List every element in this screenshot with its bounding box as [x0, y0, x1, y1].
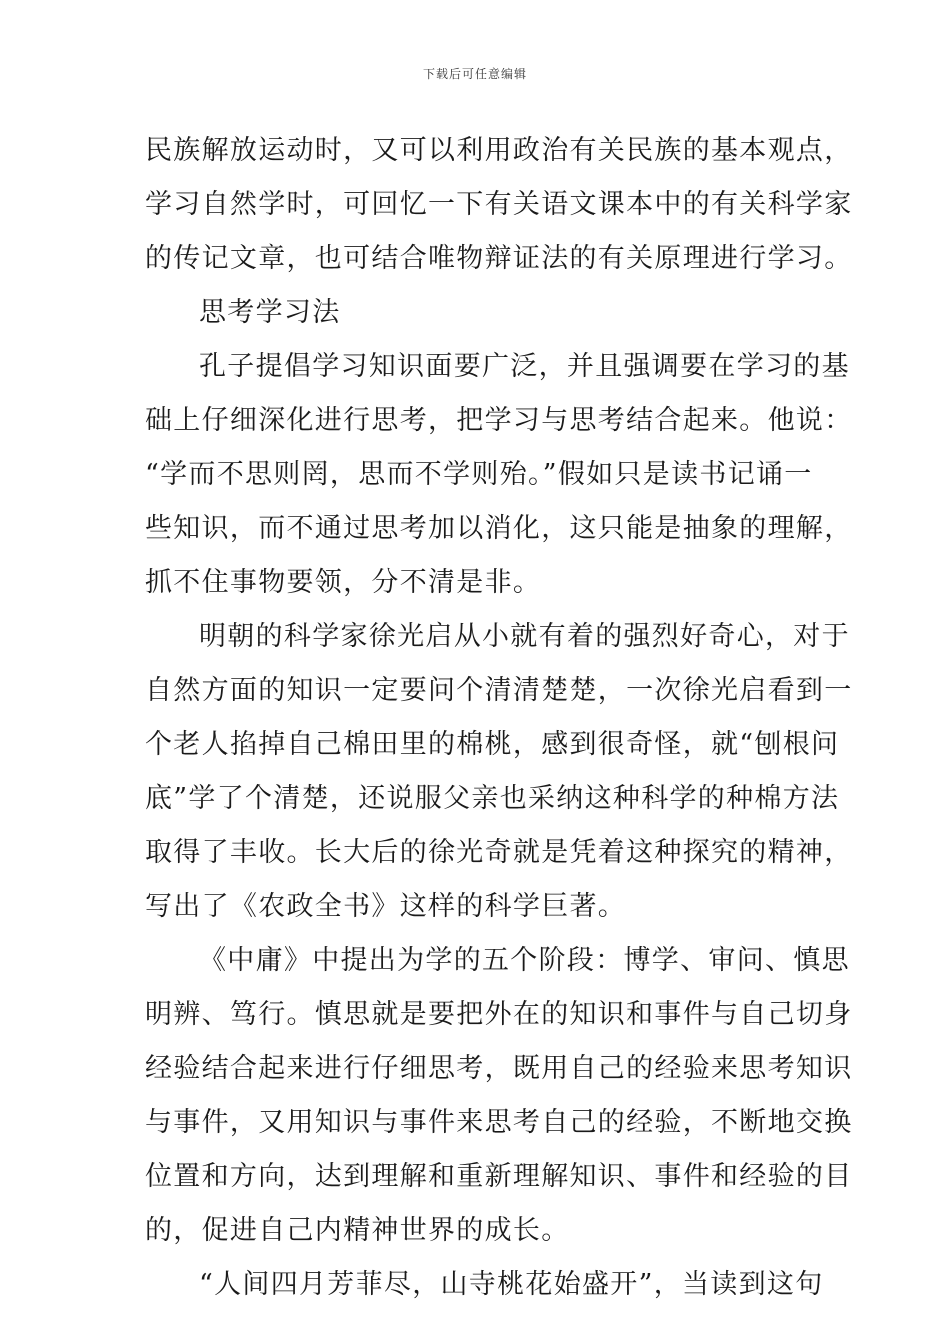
- text-line: 孔子提倡学习知识面要广泛，并且强调要在学习的基: [199, 351, 850, 382]
- text-line: 础上仔细深化进行思考，把学习与思考结合起来。他说：: [145, 405, 853, 436]
- text-line: 明朝的科学家徐光启从小就有着的强烈好奇心，对于: [199, 621, 850, 652]
- page-header: 下载后可任意编辑: [422, 67, 527, 81]
- text-line: 个老人掐掉自己棉田里的棉桃，感到很奇怪，就“刨根问: [145, 729, 840, 760]
- text-line: 取得了丰收。长大后的徐光奇就是凭着这种探究的精神，: [145, 837, 853, 868]
- text-line: 位置和方向，达到理解和重新理解知识、事件和经验的目: [145, 1161, 853, 1192]
- text-line: 抓不住事物要领，分不清是非。: [145, 567, 542, 598]
- body-text: [145, 124, 853, 1312]
- text-line: 自然方面的知识一定要问个清清楚楚，一次徐光启看到一: [145, 675, 853, 706]
- text-line: “学而不思则罔，思而不学则殆。”假如只是读书记诵一: [145, 459, 813, 490]
- text-line: 与事件，又用知识与事件来思考自己的经验，不断地交换: [145, 1107, 853, 1138]
- text-line: 的传记文章，也可结合唯物辩证法的有关原理进行学习。: [145, 243, 853, 274]
- text-line: 明辨、笃行。慎思就是要把外在的知识和事件与自己切身: [145, 999, 853, 1030]
- text-line: 学习自然学时，可回忆一下有关语文课本中的有关科学家: [145, 189, 853, 220]
- text-line: 些知识，而不通过思考加以消化，这只能是抽象的理解，: [145, 513, 853, 544]
- text-line: 思考学习法: [199, 297, 341, 328]
- text-line: 经验结合起来进行仔细思考，既用自己的经验来思考知识: [145, 1053, 853, 1084]
- text-line: 民族解放运动时，又可以利用政治有关民族的基本观点，: [145, 135, 853, 166]
- text-line: 写出了《农政全书》这样的科学巨著。: [145, 891, 627, 922]
- text-line: 《中庸》中提出为学的五个阶段：博学、审问、慎思: [199, 945, 850, 976]
- text-line: “人间四月芳菲尽，山寺桃花始盛开”，当读到这句: [199, 1269, 824, 1300]
- text-line: 底”学了个清楚，还说服父亲也采纳这种科学的种棉方法: [145, 783, 840, 814]
- text-line: 的，促进自己内精神世界的成长。: [145, 1215, 570, 1246]
